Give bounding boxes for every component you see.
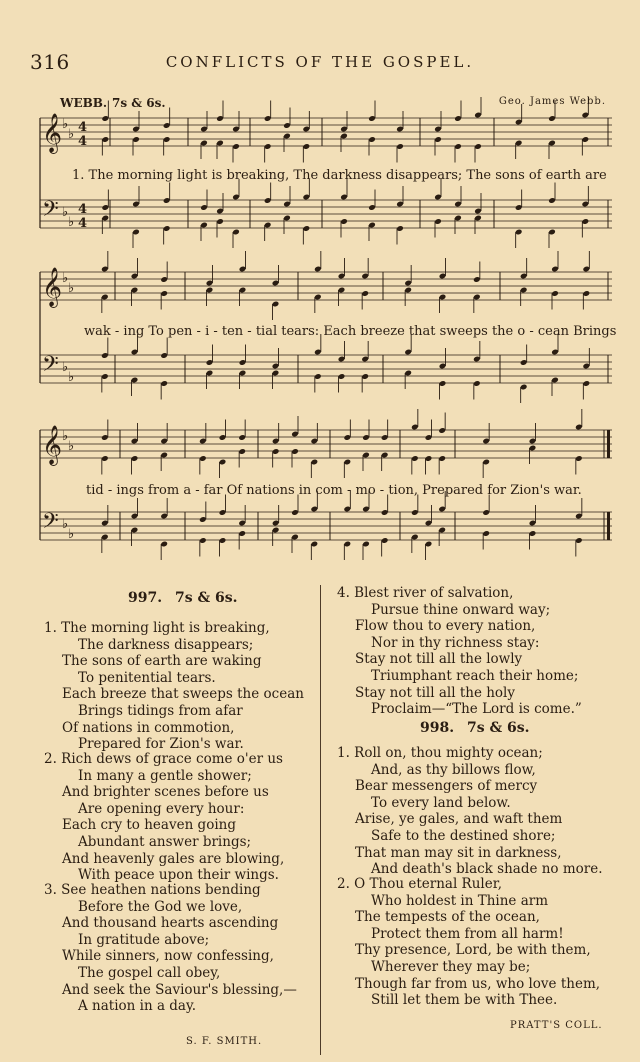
hymn-998-meter: 7s & 6s. [466,720,530,736]
flat-icon: ♭ [62,117,69,132]
tune-name: WEBB. [60,96,108,110]
stanza-line: And, as thy billows flow, [371,761,536,778]
stanza-line: In gratitude above; [78,931,210,948]
stanza-line: 1. Roll on, thou mighty ocean; [337,745,543,761]
stanza-line: Proclaim—“The Lord is come.” [371,701,582,718]
stanza-line: In many a gentle shower; [78,767,252,784]
stanza-line: Wherever they may be; [371,958,531,975]
stanza-line: The tempests of the ocean, [355,909,540,926]
running-title: CONFLICTS OF THE GOSPEL. [165,53,475,71]
stanza-line: 1. The morning light is breaking, [44,620,270,636]
flat-icon: ♭ [68,370,75,385]
page-number: 316 [30,50,70,74]
stanza-line: Brings tidings from afar [78,702,243,719]
tune-meter: 7s & 6s. [112,96,166,110]
stanza-line: Flow thou to every nation, [355,618,536,635]
stanza-line: A nation in a day. [78,998,197,1015]
stanza-line: Protect them from all harm! [371,925,564,942]
hymn-998-stanza-1 [337,745,603,878]
stanza-line: 2. Rich dews of grace come o'er us [44,751,283,767]
stanza-line: And heavenly gales are blowing, [62,850,285,867]
hymn-998-header [420,720,530,736]
time-signature: 4 [78,216,88,231]
hymn-997-stanza-1 [44,620,304,753]
stanza-line: Pursue thine onward way; [371,601,551,618]
hymn-997-meter: 7s & 6s. [174,590,238,606]
final-barline [607,430,610,458]
hymn-997-stanza-4 [337,585,582,718]
flat-icon: ♭ [68,439,75,454]
stanza-line: 3. See heathen nations bending [44,882,261,898]
hymn-997-header [128,590,238,606]
stanza-line: Who holdest in Thine arm [371,892,549,909]
stanza-line: To penitential tears. [78,669,216,686]
stanza-line: Each breeze that sweeps the ocean [62,686,304,703]
treble-clef-icon: 𝄞 [42,267,63,307]
hymn-998-stanza-2 [337,876,600,1009]
stanza-line: 4. Blest river of salvation, [337,585,514,601]
flat-icon: ♭ [62,205,69,220]
flat-icon: ♭ [68,281,75,296]
bass-clef-icon: 𝄢 [42,352,59,382]
stanza-line: Bear messengers of mercy [355,778,538,795]
flat-icon: ♭ [62,429,69,444]
flat-icon: ♭ [68,127,75,142]
time-signature: 4 [78,120,88,135]
stanza-line: With peace upon their wings. [78,867,279,884]
stanza-line: Before the God we love, [78,898,243,915]
hymn-997-stanza-3 [44,882,297,1015]
stanza-line: While sinners, now confessing, [62,948,274,965]
time-signature: 4 [78,202,88,217]
stanza-line: To every land below. [371,794,511,811]
composer: Geo. James Webb. [498,96,606,107]
stanza-line: Safe to the destined shore; [371,827,556,844]
stanza-line: Stay not till all the lowly [355,651,523,668]
time-signature: 4 [78,134,88,149]
stanza-line: Arise, ye gales, and waft them [355,811,563,828]
hymn-998-number: 998. [420,720,455,736]
final-barline [607,512,610,540]
stanza-line: Each cry to heaven going [62,817,236,834]
stanza-line: 2. O Thou eternal Ruler, [337,876,502,892]
stanza-line: Are opening every hour: [78,800,245,817]
stanza-line: The sons of earth are waking [62,653,262,670]
stanza-line: Prepared for Zion's war. [78,736,244,753]
music-lyric-line-1: 1. The morning light is breaking, The darkness disappears; The sons of earth are [72,168,607,183]
stanza-line: Nor in thy richness stay: [371,634,540,651]
stanza-line: And thousand hearts ascending [62,915,279,932]
music-lyric-line-3: tid - ings from a - far Of nations in com - mo - tion, Prepared for Zion's war. [86,483,582,498]
column-divider [320,585,321,1055]
stanza-line: Thy presence, Lord, be with them, [355,942,591,959]
stanza-line: Still let them be with Thee. [371,992,558,1009]
hymn-997-credit: S. F. SMITH. [186,1036,263,1047]
stanza-line: And brighter scenes before us [62,784,269,801]
bass-clef-icon: 𝄢 [42,197,59,227]
flat-icon: ♭ [68,215,75,230]
hymn-998-credit: PRATT'S COLL. [510,1020,603,1031]
stanza-line: Though far from us, who love them, [355,975,601,992]
stanza-line: And death's black shade no more. [371,861,603,878]
hymn-997-number: 997. [128,590,163,606]
hymn-997-stanza-2 [44,751,284,884]
stanza-line: Abundant answer brings; [78,833,252,850]
flat-icon: ♭ [62,517,69,532]
stanza-line: The darkness disappears; [78,636,254,653]
stanza-line: The gospel call obey, [78,964,221,981]
flat-icon: ♭ [62,271,69,286]
stanza-line: Triumphant reach their home; [371,667,579,684]
stanza-line: That man may sit in darkness, [355,844,562,861]
flat-icon: ♭ [62,360,69,375]
stanza-line: Of nations in commotion, [62,719,235,736]
bass-clef-icon: 𝄢 [42,509,59,539]
stanza-line: And seek the Saviour's blessing,— [62,981,297,998]
flat-icon: ♭ [68,527,75,542]
music-lyric-line-2: wak - ing To pen - i - ten - tial tears: Each breeze that sweeps the o - cean Brings [84,324,617,339]
treble-clef-icon: 𝄞 [42,113,63,153]
stanza-line: Stay not till all the holy [355,684,515,701]
treble-clef-icon: 𝄞 [42,425,63,465]
